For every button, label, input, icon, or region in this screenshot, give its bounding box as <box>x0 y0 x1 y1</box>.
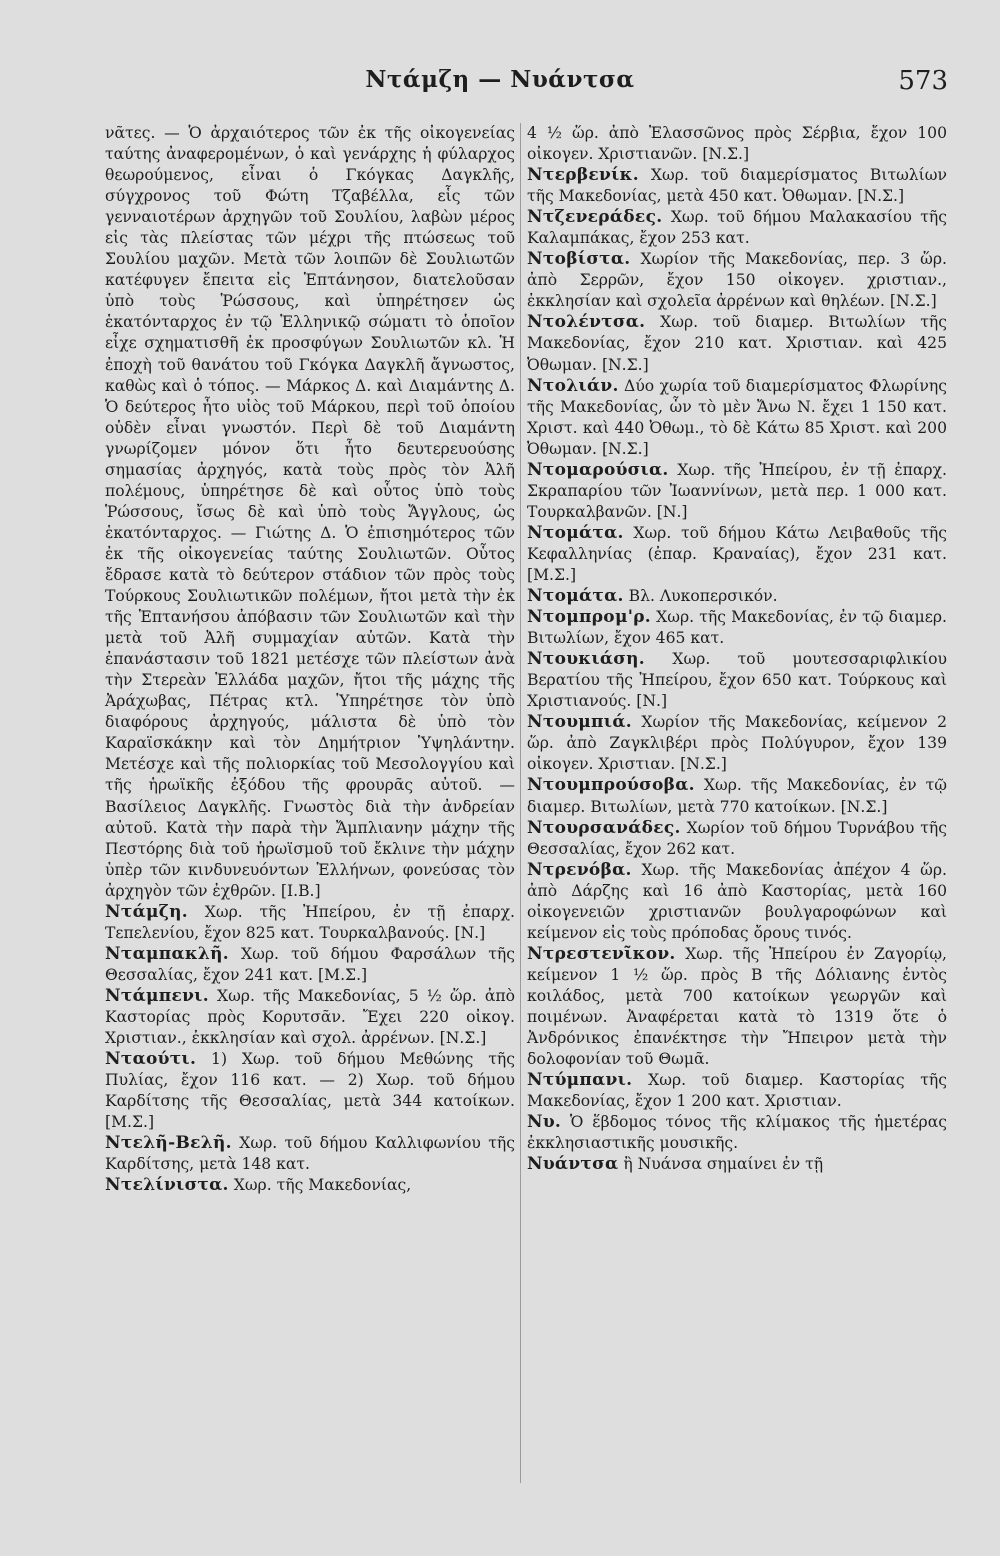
entry-headword: Ντάμζη. <box>105 901 188 922</box>
entry-headword: Νυάντσα <box>527 1154 619 1175</box>
entry <box>105 986 515 1049</box>
entry-text: Χωρ. τοῦ δήμου Καλλιφωνίου τῆς Καρδίτσης, μετὰ 148 κατ. <box>105 1134 515 1174</box>
entry-text: Χωρ. τοῦ δήμου Μαλακασίου τῆς Καλαμπάκας, ἔχον 253 κατ. <box>527 208 947 248</box>
entry-headword: Ντελῆ-Βελῆ. <box>105 1133 232 1154</box>
entry <box>105 944 515 986</box>
entry <box>527 460 947 523</box>
entry <box>527 649 947 712</box>
entry-text: Χωρ. τοῦ διαμερ. Καστορίας τῆς Μακεδονίας, ἔχον 1 200 κατ. Χριστιαν. <box>527 1071 947 1111</box>
entry-text: Χωρ. τῆς Μακεδονίας, <box>228 1176 412 1195</box>
entry-headword: Ντζενεράδες. <box>527 207 663 228</box>
entry-text: Δύο χωρία τοῦ διαμερίσματος Φλωρίνης τῆς Μακεδονίας, ὧν τὸ μὲν Ἄνω Ν. ἔχει 1 150 κατ. Χριστ. καὶ 440 Ὀθωμ., τὸ δὲ Κάτω 85 Χριστ. καὶ 200 Ὀθωμαν. [Ν.Σ.] <box>527 376 947 458</box>
entry-text: Χωρ. τῆς Ἠπείρου, ἐν τῇ ἐπαρχ. Τεπελενίου, ἔχον 825 κατ. Τουρκαλβανούς. [Ν.] <box>105 902 515 942</box>
entry-headword: Νταούτι. <box>105 1049 197 1070</box>
entry-text: Χωρ. τοῦ διαμερίσματος Βιτωλίων τῆς Μακεδονίας, μετὰ 450 κατ. Ὀθωμαν. [Ν.Σ.] <box>527 166 947 206</box>
entry-text: Χωρ. τῆς Μακεδονίας, ἐν τῷ διαμερ. Βιτωλίων, ἔχον 465 κατ. <box>527 608 947 648</box>
page-number: 573 <box>898 66 948 96</box>
entry-text: Χωρίον τῆς Μακεδονίας, κείμενον 2 ὥρ. ἀπὸ Ζαγκλιβέρι πρὸς Πολύγυρον, ἔχον 139 οἰκογεν. Χριστιαν. [Ν.Σ.] <box>527 713 947 774</box>
entry-headword: Ντομάτα. <box>527 522 624 543</box>
entry-text: Χωρ. τοῦ μουτεσσαριφλικίου Βερατίου τῆς Ἠπείρου, ἔχον 650 κατ. Τούρκους καὶ Χριστιανούς. [Ν.] <box>527 650 947 711</box>
entry-headword: Νυ. <box>527 1112 562 1133</box>
entry-text: Ὁ ἕβδομος τόνος τῆς κλίμακος τῆς ἡμετέρας ἐκκλησιαστικῆς μουσικῆς. <box>527 1113 947 1153</box>
entry <box>527 1154 947 1175</box>
entry-headword: Ντουμπρούσοβα. <box>527 775 695 796</box>
entry-text: Βλ. Λυκοπερσικόν. <box>623 587 778 606</box>
page-header <box>0 62 1000 102</box>
entry <box>527 1070 947 1112</box>
entry-text: Χωρ. τῆς Ἠπείρου ἐν Ζαγορίῳ, κείμενον 1 ½ ὥρ. πρὸς Β τῆς Δόλιανης ἐντὸς κοιλάδος, μετὰ 700 κατοίκων γεωργῶν καὶ ποιμένων. Ἀναφέρεται κατὰ τὸ 1319 ὅτε ὁ Ἀνδρόνικος ἐπανέκτησε τὴν Ἤπειρον μετὰ τὴν δολοφονίαν τοῦ Θωμᾶ. <box>527 944 947 1069</box>
entry-headword: Ντύμπανι. <box>527 1070 633 1091</box>
entry <box>527 818 947 860</box>
entry <box>527 376 947 460</box>
entry-headword: Ντολιάν. <box>527 375 619 396</box>
entry-headword: Ντρενόβα. <box>527 859 632 880</box>
entry <box>527 712 947 775</box>
continued-entry-text: 4 ½ ὥρ. ἀπὸ Ἐλασσῶνος πρὸς Σέρβια, ἔχον 100 οἰκογεν. Χριστιανῶν. [Ν.Σ.] <box>527 124 947 164</box>
entry-text: Χωρ. τοῦ δήμου Κάτω Λειβαθοῦς τῆς Κεφαλληνίας (ἐπαρ. Κραναίας), ἔχον 231 κατ. [Μ.Σ.] <box>527 523 947 584</box>
left-column <box>105 123 515 1196</box>
entry-text: Χωρ. τῆς Μακεδονίας, ἐν τῷ διαμερ. Βιτωλίων, μετὰ 770 κατοίκων. [Ν.Σ.] <box>527 776 947 816</box>
entry-headword: Ντουμπιά. <box>527 712 632 733</box>
entry <box>527 586 947 607</box>
entry-headword: Ντρεστενῖκον. <box>527 943 676 964</box>
entry-headword: Ντελίνιστα. <box>105 1175 229 1196</box>
entry-headword: Ντοβίστα. <box>527 249 631 270</box>
entry-text: Χωρ. τοῦ δήμου Φαρσάλων τῆς Θεσσαλίας, ἔχον 241 κατ. [Μ.Σ.] <box>105 944 515 984</box>
entry-headword: Ντερβενίκ. <box>527 165 639 186</box>
entry <box>105 1049 515 1133</box>
entry <box>527 312 947 375</box>
entry <box>105 1175 515 1196</box>
entry-text: Χωρ. τοῦ διαμερ. Βιτωλίων τῆς Μακεδονίας, ἔχον 210 κατ. Χριστιαν. καὶ 425 Ὀθωμαν. [Ν.Σ.] <box>527 313 947 374</box>
entry-text: Χωρ. τῆς Μακεδονίας ἀπέχον 4 ὥρ. ἀπὸ Δάρζης καὶ 16 ἀπὸ Καστορίας, μετὰ 160 οἰκογενειῶν χριστιανῶν βουλγαροφώνων καὶ κείμενον εἰς τοὺς πρόποδας ὄρους τινός. <box>527 860 947 942</box>
entry <box>527 1112 947 1154</box>
entry-headword: Ντολέντσα. <box>527 312 646 333</box>
right-column <box>527 123 947 1175</box>
entry <box>527 944 947 1070</box>
entry <box>527 775 947 817</box>
entry <box>527 165 947 207</box>
continued-entry-text: νᾶτες. — Ὁ ἀρχαιότερος τῶν ἐκ τῆς οἰκογενείας ταύτης ἀναφερομένων, ὁ καὶ γενάρχης ἡ φύλαρχος θεωρούμενος, εἶναι ὁ Γκόγκας Δαγκλῆς, σύγχρονος τοῦ Φώτη Τζαβέλλα, εἷς τῶν γενναιοτέρων ἀρχηγῶν τοῦ Σουλίου, λαβὼν μέρος εἰς τὰς πλείστας τῶν μέχρι τῆς πτώσεως τοῦ Σουλίου μαχῶν. Μετὰ τῶν λοιπῶν δὲ Σουλιωτῶν κατέφυγεν ἔπειτα εἰς Ἑπτάνησον, διατελοῦσαν ὑπὸ τοὺς Ῥώσσους, καὶ ὑπηρέτησεν ὡς ἑκατόνταρχος ἐν τῷ Ἑλληνικῷ σώματι τὸ ὁποῖον εἶχε σχηματισθῆ ἐκ προσφύγων Σουλιωτῶν κλ. Ἡ ἐποχὴ τοῦ θανάτου τοῦ Γκόγκα Δαγκλῆ ἄγνωστος, καθὼς καὶ ὁ τόπος. — Μάρκος Δ. καὶ Διαμάντης Δ. Ὁ δεύτερος ἦτο υἱὸς τοῦ Μάρκου, περὶ τοῦ ὁποίου οὐδὲν εἶναι γνωστόν. Περὶ δὲ τοῦ Διαμάντη γνωρίζομεν μόνον ὅτι ἦτο δευτερευούσης σημασίας ἀρχηγός, κατὰ τοὺς πρὸς τὸν Ἀλῆ πολέμους, ὑπηρέτησε δὲ καὶ οὗτος ὑπὸ τοὺς Ῥώσσους, ἴσως δὲ καὶ ὑπὸ τοὺς Ἄγγλους, ὡς ἑκατόνταρχος. — Γιώτης Δ. Ὁ ἐπισημότερος τῶν ἐκ τῆς οἰκογενείας ταύτης Σουλιωτῶν. Οὗτος ἔδρασε κατὰ τὸ δεύτερον στάδιον τῶν πρὸς τοὺς Τούρκους Σουλιωτικῶν πολέμων, ἤτοι μετὰ τὴν ἐκ τῆς Ἑπτανήσου ἀπόβασιν τῶν Σουλιωτῶν καὶ τὴν μετὰ τοῦ Ἀλῆ συμμαχίαν αὐτῶν. Κατὰ τὴν ἐπανάστασιν τοῦ 1821 μετέσχε τῶν πλείστων ἀνὰ τὴν Στερεὰν Ἑλλάδα μαχῶν, ἤτοι τῆς μάχης τῆς Ἀράχωβας, Πέτρας κτλ. Ὑπηρέτησε τὸν ὑπὸ διαφόρους ἀρχηγούς, μάλιστα δὲ ὑπὸ τὸν Καραϊσκάκην καὶ τὸν Δημήτριον Ὑψηλάντην. Μετέσχε καὶ τῆς πολιορκίας τοῦ Μεσολογγίου καὶ τῆς ἡρωϊκῆς ἐξόδου τῆς φρουρᾶς αὐτοῦ. — Βασίλειος Δαγκλῆς. Γνωστὸς διὰ τὴν ἀνδρείαν αὐτοῦ. Κατὰ τὴν παρὰ τὴν Ἄμπλιανην μάχην τῆς Πεστόρης διὰ τοῦ ἡρωϊσμοῦ τοῦ ἔκλινε τὴν μάχην ὑπὲρ τῶν κινδυνευόντων Ἑλλήνων, φονεύσας τὸν ἀρχηγὸν τῶν ἐχθρῶν. [Ι.Β.] <box>105 124 515 900</box>
entry-headword: Νταμπακλῆ. <box>105 943 229 964</box>
entry <box>527 607 947 649</box>
entry-text: Χωρ. τῆς Ἠπείρου, ἐν τῇ ἐπαρχ. Σκραπαρίου τῶν Ἰωαννίνων, μετὰ περ. 1 000 κατ. Τουρκαλβανῶν. [Ν.] <box>527 460 947 521</box>
entry <box>527 523 947 586</box>
entry-headword: Ντάμπενι. <box>105 985 209 1006</box>
entry-headword: Ντουρσανάδες. <box>527 817 681 838</box>
entry-text: Χωρ. τῆς Μακεδονίας, 5 ½ ὥρ. ἀπὸ Καστορίας πρὸς Κορυτσᾶν. Ἔχει 220 οἰκογ. Χριστιαν., ἐκκλησίαν καὶ σχολ. ἀρρένων. [Ν.Σ.] <box>105 986 515 1048</box>
entry-text: Χωρίον τοῦ δήμου Τυρνάβου τῆς Θεσσαλίας, ἔχον 262 κατ. <box>527 818 947 858</box>
entry <box>527 860 947 944</box>
entry-headword: Ντομπρομ'ρ. <box>527 607 652 628</box>
entry-headword: Ντομάτα. <box>527 586 624 607</box>
entry <box>105 902 515 944</box>
entry <box>527 249 947 312</box>
entry-headword: Ντομαρούσια. <box>527 459 669 480</box>
entry-text: 1) Χωρ. τοῦ δήμου Μεθώνης τῆς Πυλίας, ἔχον 116 κατ. — 2) Χωρ. τοῦ δήμου Καρδίτσης τῆς Θεσσαλίας, μετὰ 344 κατοίκων. [Μ.Σ.] <box>105 1050 515 1132</box>
entry-headword: Ντουκιάση. <box>527 649 645 670</box>
entry-text: ἢ Νυάνσα σημαίνει ἐν τῇ <box>618 1155 824 1174</box>
entry <box>105 1133 515 1175</box>
entry <box>527 207 947 249</box>
running-title: Ντάμζη — Νυάντσα <box>365 66 635 93</box>
entry-text: Χωρίον τῆς Μακεδονίας, περ. 3 ὥρ. ἀπὸ Σερρῶν, ἔχον 150 οἰκογεν. χριστιαν., ἐκκλησίαν καὶ σχολεῖα ἀρρένων καὶ θηλέων. [Ν.Σ.] <box>527 250 947 311</box>
column-divider <box>520 123 521 1483</box>
